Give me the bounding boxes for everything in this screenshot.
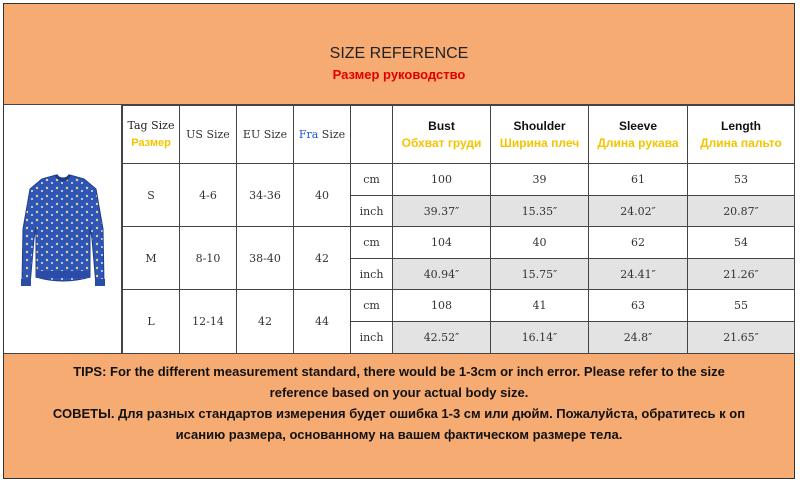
unit-cm-cell: cm <box>351 290 393 322</box>
table-row <box>123 290 795 322</box>
page-subtitle: Размер руководство <box>332 67 466 82</box>
tips-line-2: reference based on your actual body size. <box>269 385 529 400</box>
bust-cm-cell: 108 <box>393 290 491 322</box>
sleeve-cm-cell: 62 <box>589 227 688 259</box>
tips-line-3: СОВЕТЫ. Для разных стандартов измерения будет ошибка 1-3 см или дюйм. Пожалуйста, обратитесь к оп <box>52 406 746 421</box>
table-row <box>123 164 795 196</box>
sleeve-label-ru: Длина рукава <box>597 135 679 150</box>
shoulder-cm-cell: 39 <box>491 164 589 196</box>
shoulder-inch-cell: 16.14″ <box>491 322 589 354</box>
tips-line-1: TIPS: For the different measurement standard, there would be 1-3cm or inch error. Please refer to the size <box>73 364 725 379</box>
product-photo-cell <box>4 105 122 353</box>
eu-size-cell: 42 <box>237 290 294 354</box>
us-size-cell: 4-6 <box>180 164 237 227</box>
bust-cm-cell: 104 <box>393 227 491 259</box>
shoulder-cm-cell: 41 <box>491 290 589 322</box>
tag-size-label-ru: Размер <box>131 136 171 149</box>
unit-inch-cell: inch <box>351 259 393 290</box>
unit-cm-cell: cm <box>351 227 393 259</box>
fra-size-cell: 44 <box>294 290 351 354</box>
length-inch-cell: 20.87″ <box>688 196 795 227</box>
bust-label-ru: Обхват груди <box>401 135 482 150</box>
length-cm-cell: 53 <box>688 164 795 196</box>
tag-size-cell: L <box>123 290 180 354</box>
sleeve-inch-cell: 24.8″ <box>589 322 688 354</box>
shoulder-cm-cell: 40 <box>491 227 589 259</box>
shoulder-label: Shoulder <box>513 119 566 134</box>
tag-size-header <box>123 106 180 164</box>
sweater-image <box>4 105 122 353</box>
us-size-cell: 12-14 <box>180 290 237 354</box>
fra-size-cell: 40 <box>294 164 351 227</box>
sleeve-header <box>589 106 688 164</box>
size-table <box>122 105 795 354</box>
eu-size-cell: 34-36 <box>237 164 294 227</box>
length-header <box>688 106 795 164</box>
bust-inch-cell: 39.37″ <box>393 196 491 227</box>
us-size-cell: 8-10 <box>180 227 237 290</box>
bust-cm-cell: 100 <box>393 164 491 196</box>
sleeve-cm-cell: 61 <box>589 164 688 196</box>
size-reference-header <box>4 4 794 105</box>
eu-size-cell: 38-40 <box>237 227 294 290</box>
shoulder-header <box>491 106 589 164</box>
unit-inch-cell: inch <box>351 322 393 354</box>
shoulder-inch-cell: 15.75″ <box>491 259 589 290</box>
length-label-ru: Длина пальто <box>700 135 782 150</box>
sleeve-cm-cell: 63 <box>589 290 688 322</box>
bust-inch-cell: 40.94″ <box>393 259 491 290</box>
tips-line-4: исанию размера, основанному на вашем фактическом размере тела. <box>175 427 623 442</box>
sleeve-inch-cell: 24.41″ <box>589 259 688 290</box>
tag-size-cell: S <box>123 164 180 227</box>
us-size-header: US Size <box>180 106 237 164</box>
fra-size-prefix: Fra <box>298 128 319 141</box>
length-cm-cell: 55 <box>688 290 795 322</box>
tag-size-label: Tag Size <box>127 119 175 132</box>
tips-section <box>4 353 794 478</box>
eu-size-header: EU Size <box>237 106 294 164</box>
fra-size-cell: 42 <box>294 227 351 290</box>
bust-label: Bust <box>428 119 455 134</box>
unit-inch-cell: inch <box>351 196 393 227</box>
unit-cm-cell: cm <box>351 164 393 196</box>
bust-inch-cell: 42.52″ <box>393 322 491 354</box>
bust-header <box>393 106 491 164</box>
shoulder-inch-cell: 15.35″ <box>491 196 589 227</box>
sleeve-label: Sleeve <box>618 119 658 134</box>
length-inch-cell: 21.65″ <box>688 322 795 354</box>
tag-size-cell: M <box>123 227 180 290</box>
shoulder-label-ru: Ширина плеч <box>499 135 580 150</box>
fra-size-suffix: Size <box>318 128 346 141</box>
page-title: SIZE REFERENCE <box>329 45 469 62</box>
length-label: Length <box>721 119 761 134</box>
table-header-row <box>123 106 795 164</box>
sleeve-inch-cell: 24.02″ <box>589 196 688 227</box>
unit-header <box>351 106 393 164</box>
length-inch-cell: 21.26″ <box>688 259 795 290</box>
table-row <box>123 227 795 259</box>
fra-size-header <box>294 106 351 164</box>
length-cm-cell: 54 <box>688 227 795 259</box>
